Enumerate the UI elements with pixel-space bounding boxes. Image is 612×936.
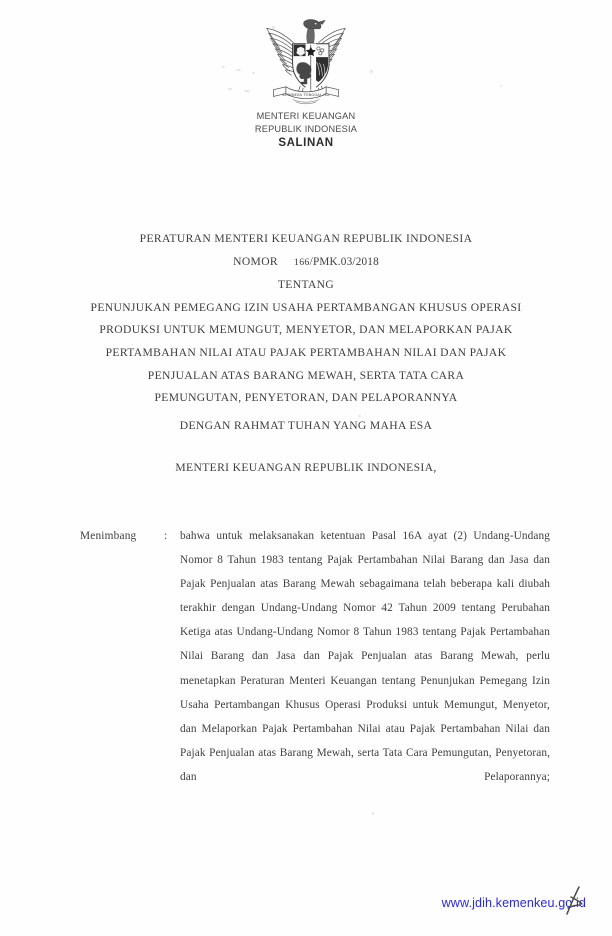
garuda-pancasila-emblem (258, 14, 354, 106)
menimbang-body: bahwa untuk melaksanakan ketentuan Pasal 16A ayat (2) Undang-Undang Nomor 8 Tahun 1983 tentang Pajak Pertambahan Nilai Barang dan Jasa dan Pajak Penjualan atas Barang Mewah sebagaimana telah beberapa kali diubah terakhir dengan Undang-Undang Nomor 42 Tahun 2009 tentang Perubahan Ketiga atas Undang-Undang Nomor 8 Tahun 1983 tentang Pajak Pertambahan Nilai Barang dan Jasa dan Pajak Penjualan atas Barang Mewah, perlu menetapkan Peraturan Menteri Keuangan tentang Penunjukan Pemegang Izin Usaha Pertambangan Khusus Operasi Produksi untuk Memungut, Menyetor, dan Melaporkan Pajak Pertambahan Nilai atau Pajak Pertambahan Nilai dan Pajak Penjualan atas Barang Mewah, serta Tata Cara Pemungutan, Penyetoran, dan Pelaporannya; (180, 530, 550, 783)
nomor-label: NOMOR (233, 254, 279, 268)
document-header (0, 14, 612, 150)
menimbang-colon: : (164, 530, 168, 542)
tentang-label: TENTANG (277, 278, 335, 292)
ministry-line-1: MENTERI KEUANGAN (256, 111, 356, 121)
nomor-value: 166 (294, 256, 310, 268)
regulation-number-row (56, 251, 556, 275)
subject-line-1: PENUNJUKAN PEMEGANG IZIN USAHA PERTAMBANGAN KHUSUS OPERASI (90, 300, 522, 314)
menimbang-clause (80, 524, 550, 813)
title-line-1: PERATURAN MENTERI KEUANGAN REPUBLIK INDONESIA (139, 232, 473, 245)
subject-line-3: PERTAMBAHAN NILAI ATAU PAJAK PERTAMBAHAN NILAI DAN PAJAK (105, 345, 507, 359)
svg-text:BHINNEKA TUNGGAL IKA: BHINNEKA TUNGGAL IKA (282, 92, 330, 97)
scan-speckle (358, 415, 361, 417)
jdih-watermark[interactable]: www.jdih.kemenkeu.go.id (441, 896, 586, 910)
menimbang-label: Menimbang (80, 530, 137, 542)
issuing-authority-line: MENTERI KEUANGAN REPUBLIK INDONESIA, (175, 461, 437, 474)
copy-stamp: SALINAN (278, 137, 334, 149)
ministry-identity (0, 110, 612, 150)
subject-line-2: PRODUKSI UNTUK MEMUNGUT, MENYETOR, DAN MELAPORKAN PAJAK (99, 323, 513, 337)
regulation-title-block (56, 228, 556, 410)
invocation-line: DENGAN RAHMAT TUHAN YANG MAHA ESA (179, 419, 433, 432)
nomor-suffix: /PMK.03/2018 (309, 255, 379, 268)
subject-line-5: PEMUNGUTAN, PENYETORAN, DAN PELAPORANNYA (154, 391, 458, 405)
ministry-line-2: REPUBLIK INDONESIA (254, 124, 358, 134)
subject-line-4: PENJUALAN ATAS BARANG MEWAH, SERTA TATA CARA (147, 368, 465, 382)
